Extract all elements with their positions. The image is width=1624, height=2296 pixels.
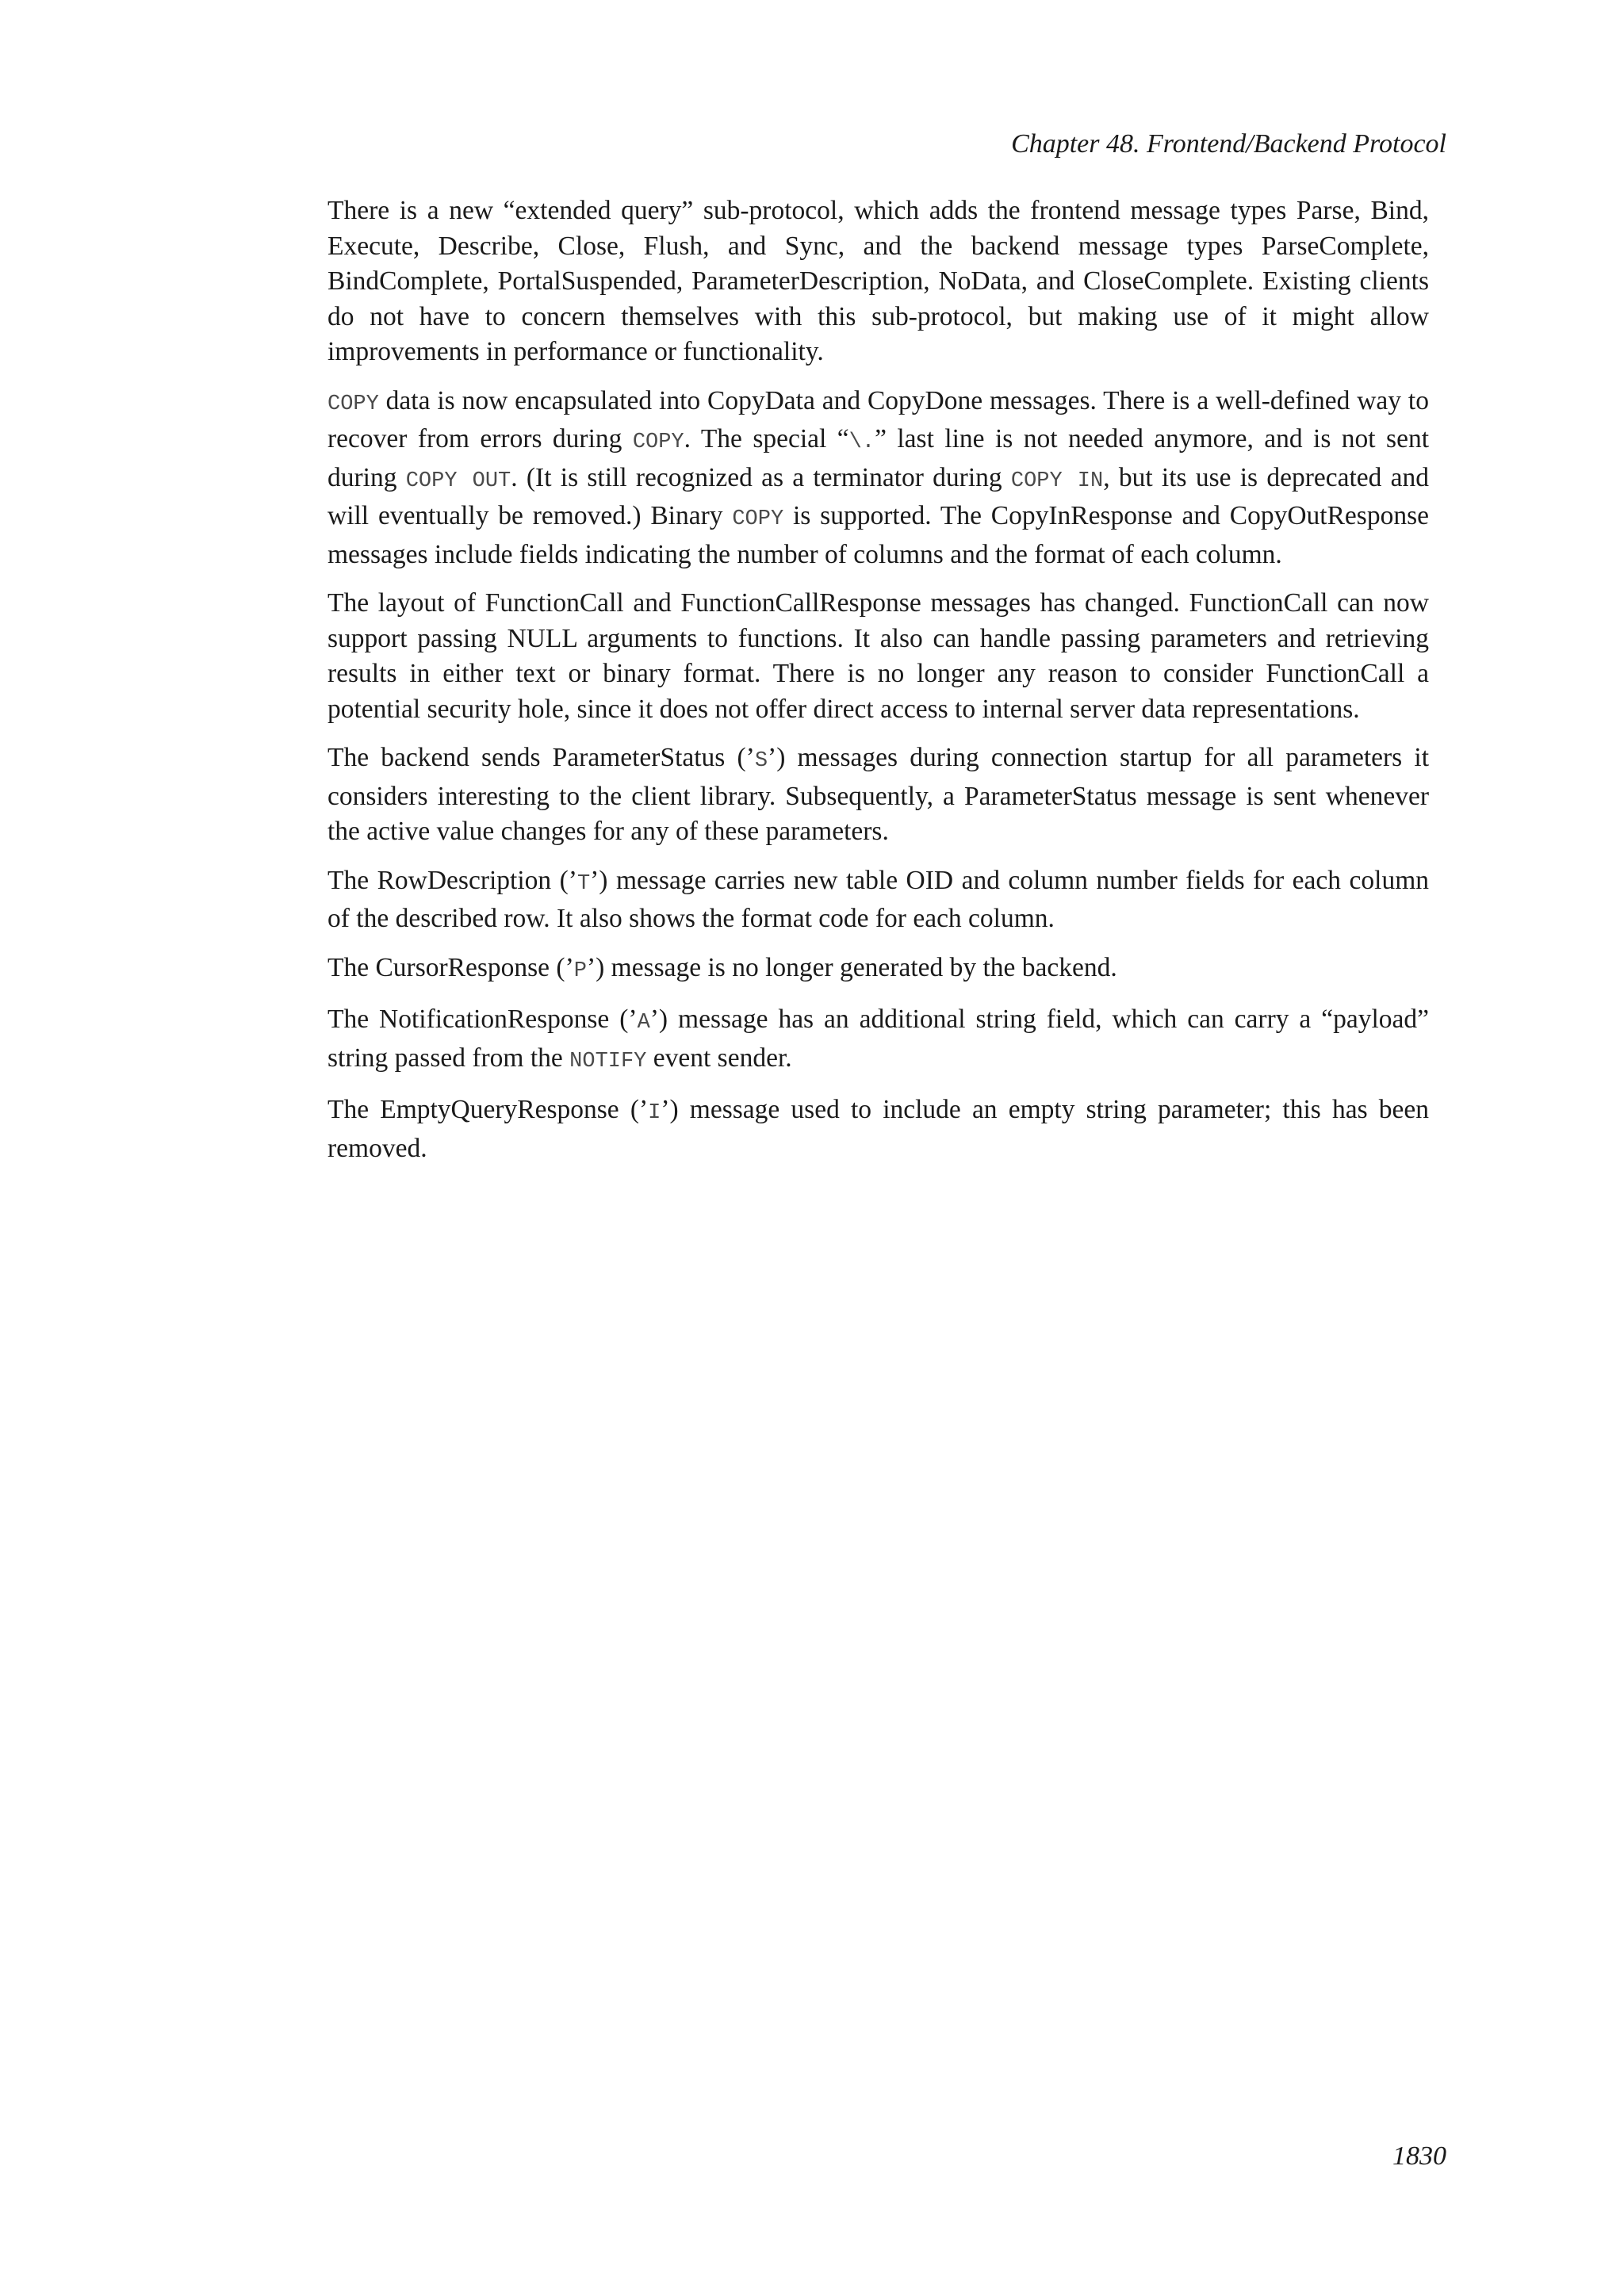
paragraph-row-description bbox=[327, 863, 1429, 937]
code-copy: COPY bbox=[732, 507, 784, 531]
text-run: . (It is still recognized as a terminator during bbox=[511, 462, 1011, 492]
code-copy: COPY bbox=[327, 392, 379, 416]
code-copy-out: COPY OUT bbox=[405, 469, 511, 493]
text-run: . The special “ bbox=[684, 424, 849, 453]
text-run: The EmptyQueryResponse (’ bbox=[327, 1095, 649, 1124]
page-number: 1830 bbox=[1392, 2141, 1446, 2171]
paragraph-parameter-status bbox=[327, 740, 1429, 850]
text-run: , but its use is deprecated and will eventually be removed.) Binary bbox=[327, 462, 1430, 530]
text-run: data is now encapsulated into CopyData and CopyDone messages. There is a well-defined way to recover from errors during bbox=[327, 385, 1429, 453]
paragraph-notification-response bbox=[327, 1002, 1429, 1079]
code-copy: COPY bbox=[632, 430, 684, 454]
text-run: The CursorResponse (’ bbox=[327, 952, 574, 982]
paragraph-text: There is a new “extended query” sub-protocol, which adds the frontend message types Parse, Bind, Execute, Describe, Close, Flush, and Sync, and the backend message types ParseComplete, BindComplete, PortalSuspended, ParameterDescription, NoData, and CloseComplete. Existing clients do not have to concern themselves with this sub-protocol, but making use of it might allow improvements in performance or functionality. bbox=[327, 196, 1429, 366]
text-run: ’) message has an additional string field, which can carry a “payload” string passed from the bbox=[327, 1004, 1429, 1073]
code-message-type: T bbox=[576, 871, 591, 896]
code-terminator: \. bbox=[848, 430, 875, 454]
code-message-type: I bbox=[648, 1101, 661, 1125]
code-message-type: S bbox=[754, 749, 768, 773]
text-run: ’) message carries new table OID and column number fields for each column of the described row. It also shows the format code for each column. bbox=[327, 865, 1429, 933]
paragraph-cursor-response bbox=[327, 951, 1429, 989]
text-run: ’) message is no longer generated by the backend. bbox=[586, 952, 1117, 982]
text-run: The backend sends ParameterStatus (’ bbox=[327, 743, 755, 772]
paragraph-empty-query-response bbox=[327, 1093, 1429, 1166]
text-run: ’) messages during connection startup for all parameters it considers interesting to the client library. Subsequently, a ParameterStatus message is sent whenever the active value changes for any of these parameters. bbox=[327, 743, 1429, 846]
paragraph-text: The layout of FunctionCall and FunctionCallResponse messages has changed. FunctionCall can now support passing NULL arguments to functions. It also can handle passing parameters and retrieving results in either text or binary format. There is no longer any reason to consider FunctionCall a potential security hole, since it does not offer direct access to internal server data representations. bbox=[327, 588, 1429, 724]
body-text bbox=[327, 193, 1429, 1180]
code-notify: NOTIFY bbox=[569, 1049, 647, 1073]
paragraph-function-call bbox=[327, 586, 1429, 727]
code-message-type: A bbox=[637, 1011, 650, 1035]
text-run: The RowDescription (’ bbox=[327, 865, 577, 895]
text-run: is supported. The CopyInResponse and CopyOutResponse messages include fields indicating the number of columns and the format of each column. bbox=[327, 501, 1429, 569]
paragraph-copy-data bbox=[327, 384, 1429, 573]
text-run: The NotificationResponse (’ bbox=[327, 1004, 638, 1034]
code-copy-in: COPY IN bbox=[1010, 469, 1104, 493]
paragraph-extended-query bbox=[327, 193, 1429, 370]
text-run: ’) message used to include an empty string parameter; this has been removed. bbox=[327, 1095, 1429, 1163]
code-message-type: P bbox=[573, 959, 587, 983]
text-run: event sender. bbox=[646, 1043, 792, 1073]
text-run: ” last line is not needed anymore, and is not sent during bbox=[327, 424, 1429, 492]
running-header: Chapter 48. Frontend/Backend Protocol bbox=[1011, 129, 1446, 159]
